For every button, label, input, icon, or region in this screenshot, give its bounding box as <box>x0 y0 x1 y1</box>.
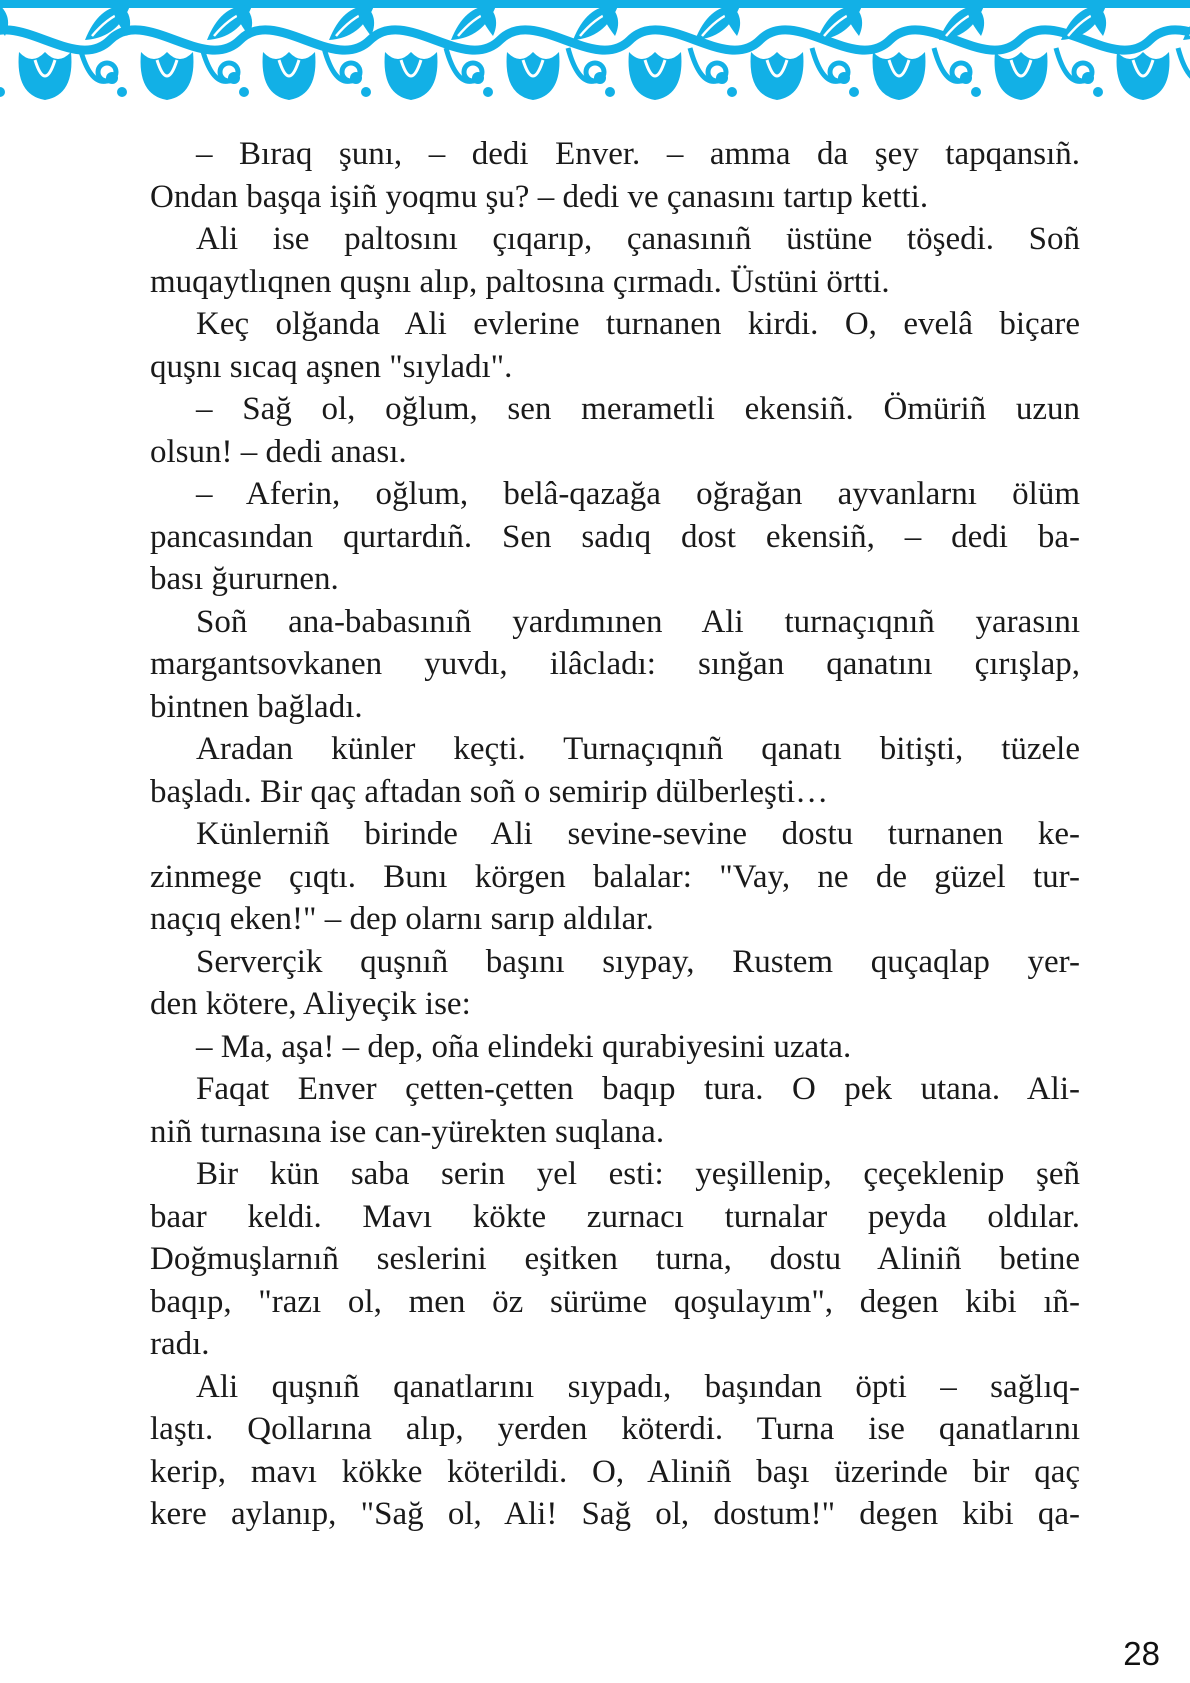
text-line: Künlerniñ birinde Ali sevine-sevine dostu turnanen ke- <box>196 816 1080 852</box>
text-line: Ali quşnıñ qanatlarını sıypadı, başından öpti – sağlıq- <box>196 1368 1080 1405</box>
text-line: Keç olğanda Ali evlerine turnanen kirdi. O, evelâ biçare <box>196 306 1080 342</box>
text-line: Bir kün saba serin yel esti: yeşillenip, çeçeklenip şeñ <box>196 1156 1080 1192</box>
text-line: niñ turnasına ise can-yürekten suqlana. <box>150 1113 665 1150</box>
text-line: başladı. Bir qaç aftadan soñ o semirip dülberleşti… <box>150 773 829 810</box>
text-line: Ondan başqa işiñ yoqmu şu? – dedi ve çanasını tartıp ketti. <box>150 178 929 215</box>
text-line: baar keldi. Mavı kökte zurnacı turnalar peyda oldılar. <box>150 1198 1080 1235</box>
text-line: olsun! – dedi anası. <box>150 433 407 470</box>
text-line: kere aylanıp, "Sağ ol, Ali! Sağ ol, dostum!" degen kibi qa- <box>150 1496 1080 1532</box>
text-line: Ali ise paltosını çıqarıp, çanasınıñ üstüne töşedi. Soñ <box>196 221 1080 257</box>
text-line: zinmege çıqtı. Bunı körgen balalar: "Vay, ne de güzel tur- <box>150 858 1080 895</box>
floral-ornament-icon <box>0 0 1190 110</box>
story-text <box>150 133 1080 1536</box>
text-line: – Bıraq şunı, – dedi Enver. – amma da şey tapqansıñ. <box>196 136 1080 172</box>
floral-border <box>0 0 1190 110</box>
text-line: Serverçik quşnıñ başını sıypay, Rustem quçaqlap yer- <box>196 943 1080 980</box>
text-line: naçıq eken!" – dep olarnı sarıp aldılar. <box>150 901 654 937</box>
text-line: kerip, mavı kökke köterildi. O, Aliniñ başı üzerinde bir qaç <box>150 1453 1080 1490</box>
text-line: – Aferin, oğlum, belâ-qazağa oğrağan ayvanlarnı ölüm <box>196 476 1080 512</box>
text-line: laştı. Qollarına alıp, yerden köterdi. Turna ise qanatlarını <box>150 1411 1080 1447</box>
text-line: bintnen bağladı. <box>150 688 363 725</box>
text-line: margantsovkanen yuvdı, ilâcladı: sınğan qanatını çırışlap, <box>150 646 1080 682</box>
text-line: Soñ ana-babasınıñ yardımınen Ali turnaçıqnıñ yarasını <box>196 603 1080 640</box>
text-line: muqaytlıqnen quşnı alıp, paltosına çırmadı. Üstüni örtti. <box>150 263 890 300</box>
text-line: Faqat Enver çetten-çetten baqıp tura. O pek utana. Ali- <box>196 1071 1080 1107</box>
text-line: – Ma, aşa! – dep, oña elindeki qurabiyesini uzata. <box>196 1028 852 1065</box>
text-line: bası ğururnen. <box>150 561 339 597</box>
page-number: 28 <box>1123 1635 1160 1672</box>
text-line: radı. <box>150 1326 210 1362</box>
text-line: baqıp, "razı ol, men öz sürüme qoşulayım", degen kibi ıñ- <box>150 1283 1080 1320</box>
text-line: – Sağ ol, oğlum, sen merametli ekensiñ. Ömüriñ uzun <box>196 391 1080 427</box>
text-line: Aradan künler keçti. Turnaçıqnıñ qanatı bitişti, tüzele <box>196 731 1080 767</box>
text-line: den kötere, Aliyeçik ise: <box>150 986 471 1022</box>
text-line: Doğmuşlarnıñ seslerini eşitken turna, dostu Aliniñ betine <box>150 1241 1080 1277</box>
text-line: pancasından qurtardıñ. Sen sadıq dost ekensiñ, – dedi ba- <box>150 518 1080 555</box>
text-line: quşnı sıcaq aşnen "sıyladı". <box>150 348 513 385</box>
